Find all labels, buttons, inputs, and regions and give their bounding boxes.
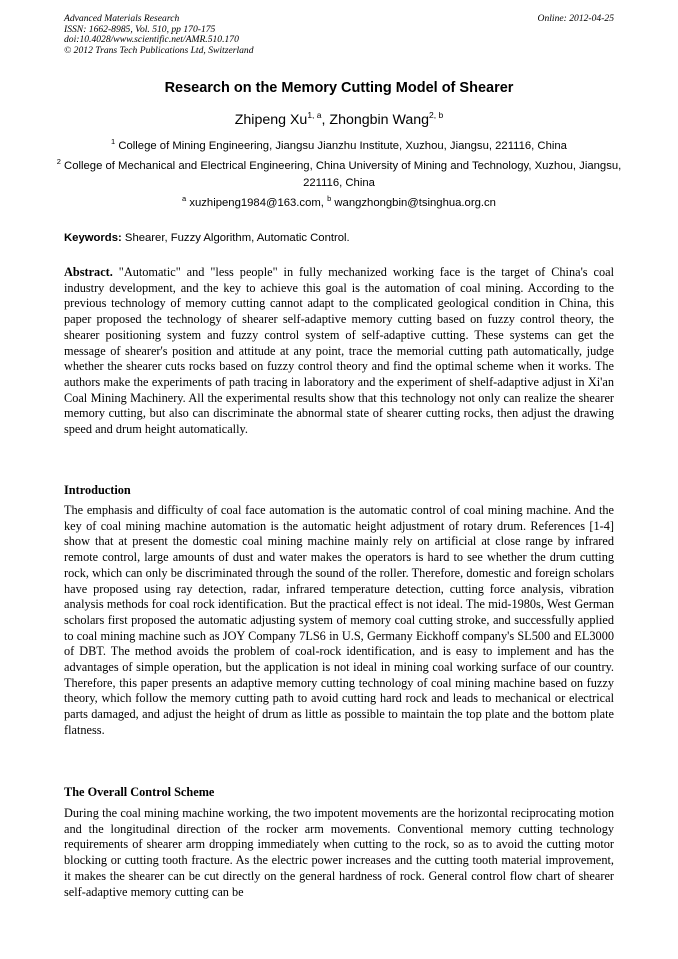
abstract-label: Abstract.: [64, 265, 113, 279]
issn-line: ISSN: 1662-8985, Vol. 510, pp 170-175: [64, 23, 216, 35]
email-sup: b: [327, 194, 332, 203]
affiliation-1: [50, 138, 628, 155]
author-list: [0, 112, 678, 128]
affiliation-sup: 1: [111, 137, 116, 146]
affiliation-text: College of Mining Engineering, Jiangsu Jianzhu Institute, Xuzhou, Jiangsu, 221116, China: [118, 140, 567, 152]
email-sup: a: [182, 194, 187, 203]
author-affil-sup: 2, b: [429, 110, 444, 120]
section-heading-control-scheme: The Overall Control Scheme: [64, 785, 215, 799]
journal-name: Advanced Materials Research: [64, 13, 180, 24]
affiliation-text: College of Mechanical and Electrical Engineering, China University of Mining and Technology, Xuzhou, Jiangsu, 221116, China: [64, 160, 622, 189]
author-name: Zhipeng Xu: [234, 112, 308, 128]
email-address[interactable]: xuzhipeng1984@163.com: [189, 197, 321, 209]
paper-title: Research on the Memory Cutting Model of Shearer: [164, 80, 514, 96]
email-address[interactable]: wangzhongbin@tsinghua.org.cn: [334, 197, 496, 209]
online-date: Online: 2012-04-25: [537, 13, 614, 24]
copyright-line: © 2012 Trans Tech Publications Ltd, Switzerland: [64, 44, 254, 56]
email-separator: ,: [320, 197, 328, 209]
author-separator: ,: [321, 112, 330, 128]
email-line: [50, 195, 628, 212]
abstract: [64, 265, 614, 438]
section-body-control-scheme: During the coal mining machine working, the two impotent movements are the horizontal reciprocating motion and the longitudinal direction of the rocker arm movements. Conventional memory cutting technology requirements of shearer arm dropping immediately when cutting to the rock, so as to avoid the cutting motor blocking or cutting tooth fracture. As the electric power increases and the cutting tooth material improvement, it makes the shearer can be cut directly on the general hardness of rock. General control flow chart of shearer self-adaptive memory cutting can be: [64, 806, 614, 899]
keywords: [64, 232, 616, 244]
section-heading-introduction: Introduction: [64, 483, 131, 497]
affiliation-2: [50, 158, 628, 192]
keywords-label: Keywords:: [64, 232, 122, 244]
abstract-text: "Automatic" and "less people" in fully mechanized working face is the target of China's coal industry development, and the key to achieve this goal is the automation of coal mining. According to the previous technology of memory cutting cannot adapt to the complicated geological condition in China, this paper proposed the technology of shearer self-adaptive memory cutting based on fuzzy control theory, the shearer positioning system and fuzzy control system of self-adaptive cutting. These systems can get the message of shearer's position and attitude at any point, trace the memorial cutting path automatically, judge whether the shearer cuts rocks based on fuzzy control theory and find the optimal scheme when it works. The authors make the experiments of path tracing in laboratory and the experiment of shelf-adaptive adjust in Xi'an Coal Mining Machinery. All the experimental results show that this technology not only can realize the shearer memory cutting, but also can discriminate the abnormal state of shearer cutting rocks, then adjust the drawing speed and drum height automatically.: [64, 265, 615, 437]
affiliation-sup: 2: [56, 157, 61, 166]
author-name: Zhongbin Wang: [329, 112, 430, 128]
journal-header: [64, 14, 254, 56]
doi-line: doi:10.4028/www.scientific.net/AMR.510.170: [64, 34, 239, 46]
author-affil-sup: 1, a: [307, 110, 322, 120]
section-body-introduction: The emphasis and difficulty of coal face automation is the automatic control of coal mining machine. And the key of coal mining machine automation is the automatic height adjustment of rotary drum. References [1-4] show that at present the domestic coal mining machine mainly rely on artificial at close range by infrared remote control, large amounts of dust and water makes the operators is hard to see whether the drum cutting rock, which can only be discriminated through the sound of the roller. Therefore, domestic and foreign scholars have proposed using ray detection, radar, infrared temperature detection, cutting force analysis, vibration analysis methods for coal rock identification. But the practical effect is not ideal. The mid-1980s, West German scholars first proposed the automatic adjusting system of memory coal cutting stroke, and successfully applied to coal mining machine such as JOY Company 7LS6 in U.S, Germany Eickhoff company's SL500 and EL3000 of DBT. The method avoids the problem of coal-rock identification, and is easy to implement and has the advantages of simple operation, but the application is not ideal in mining coal working surface of our country. Therefore, this paper presents an adaptive memory cutting technology of coal mining machine based on fuzzy theory, which follow the memory cutting path to avoid cutting hard rock and leads to mechanical or electrical parts damaged, and adjust the height of drum as little as possible to maintain the top plate and the bottom plate flatness.: [64, 503, 614, 737]
keywords-text: Shearer, Fuzzy Algorithm, Automatic Control.: [124, 232, 350, 244]
